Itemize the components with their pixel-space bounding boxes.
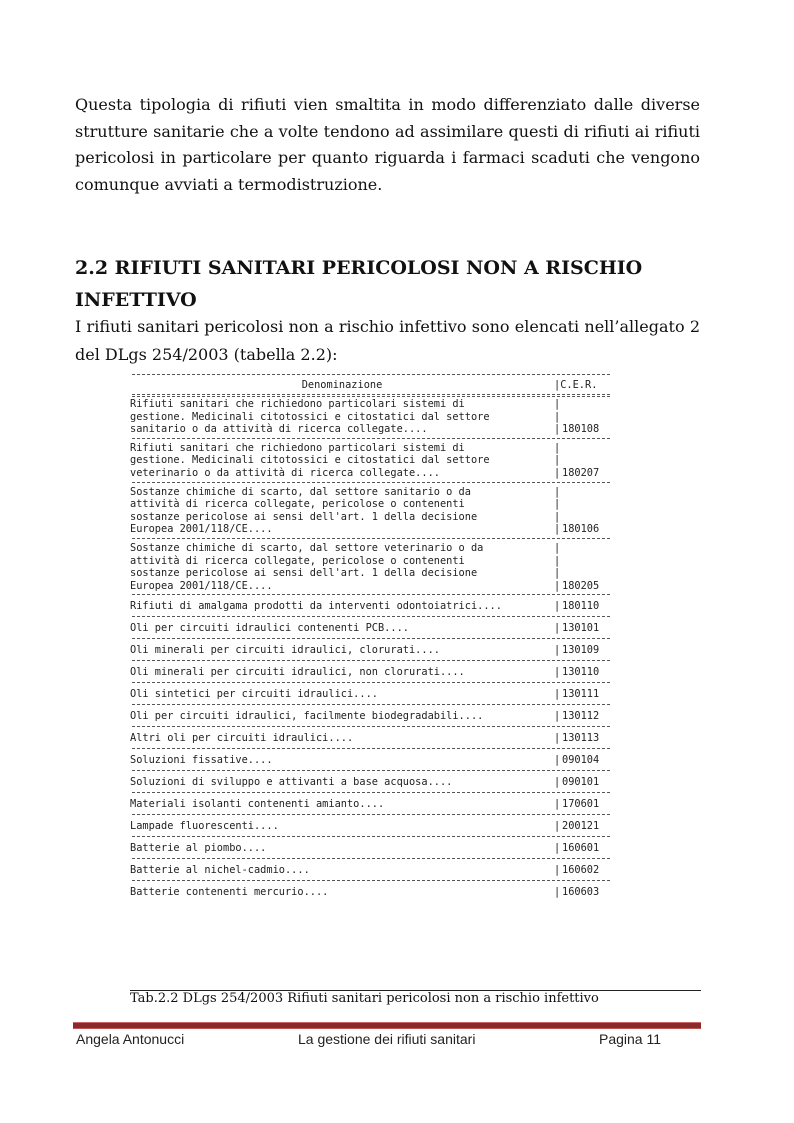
header-cer: C.E.R. (560, 378, 598, 391)
table-row: Rifiuti sanitari che richiedono particolari sistemi di | gestione. Medicinali citotossici e citostatici dal settore | veterinario o da attività di ricerca collegate.... | 180207 (130, 441, 600, 479)
row-description: Europea 2001/118/CE.... (130, 579, 273, 592)
table-body (130, 398, 610, 900)
row-description: Batterie al piombo.... (130, 842, 267, 855)
table-caption: Tab.2.2 DLgs 254/2003 Rifiuti sanitari pericolosi non a rischio infettivo (130, 991, 599, 1006)
row-separator (130, 680, 610, 686)
table-row: Sostanze chimiche di scarto, dal settore sanitario o da | attività di ricerca collegate, pericolose o contenenti | sostanze pericolose ai sensi dell'art. 1 della decisione | Europea 2001/118/CE.... | 180106 (130, 485, 600, 536)
table-top-rule (130, 372, 610, 378)
row-description: attività di ricerca collegate, pericolose o contenenti (130, 498, 465, 511)
row-separator (130, 768, 610, 774)
row-separator (130, 436, 610, 442)
section-heading-line1: 2.2 RIFIUTI SANITARI PERICOLOSI NON A RISCHIO (75, 257, 643, 279)
row-cer-code: 160603 (562, 886, 600, 899)
row-description: Soluzioni fissative.... (130, 754, 273, 767)
row-description: sostanze pericolose ai sensi dell'art. 1 della decisione (130, 567, 478, 580)
intro-paragraph: I rifiuti sanitari pericolosi non a rischio infettivo sono elencati nell’allegato 2 del DLgs 254/2003 (tabella 2.2): (75, 317, 700, 364)
table-row: Rifiuti di amalgama prodotti da interventi odontoiatrici.... | 180110 (130, 600, 600, 613)
row-description: Oli minerali per circuiti idraulici, clorurati.... (130, 644, 440, 657)
row-description: Oli sintetici per circuiti idraulici.... (130, 688, 378, 701)
row-description: Europea 2001/118/CE.... (130, 523, 273, 536)
row-description: Lampade fluorescenti.... (130, 820, 279, 833)
table-row: Oli minerali per circuiti idraulici, clorurati.... | 130109 (130, 644, 600, 657)
row-cer-code: 180106 (562, 523, 600, 536)
row-cer-code: 090101 (562, 776, 600, 789)
table-row: Oli per circuiti idraulici, facilmente biodegradabili.... | 130112 (130, 710, 600, 723)
row-separator (130, 746, 610, 752)
footer-divider (73, 1022, 701, 1028)
row-cer-code: 160601 (562, 842, 600, 855)
table-header: Denominazione | C.E.R. (130, 378, 610, 392)
table-row: Batterie contenenti mercurio.... | 160603 (130, 886, 600, 899)
body-paragraph: Questa tipologia di rifiuti vien smaltita in modo differenziato dalle diverse strutture sanitarie che a volte tendono ad assimilare questi di rifiuti ai rifiuti pericolosi in particolare per quanto riguarda i farmaci scaduti che vengono comunque avviati a termodistruzione. (75, 95, 700, 195)
row-description: Oli minerali per circuiti idraulici, non clorurati.... (130, 666, 465, 679)
row-separator (130, 592, 610, 598)
row-description: Batterie al nichel-cadmio.... (130, 864, 310, 877)
row-description: gestione. Medicinali citotossici e citostatici dal settore (130, 454, 490, 467)
row-description: Batterie contenenti mercurio.... (130, 886, 329, 899)
row-description: Sostanze chimiche di scarto, dal settore veterinario o da (130, 541, 484, 554)
row-separator (130, 724, 610, 730)
row-cer-code: 180110 (562, 600, 600, 613)
table-row: Oli sintetici per circuiti idraulici.... | 130111 (130, 688, 600, 701)
row-cer-code: 170601 (562, 798, 600, 811)
row-cer-code: 130101 (562, 622, 600, 635)
row-description: attività di ricerca collegate, pericolose o contenenti (130, 554, 465, 567)
row-separator (130, 658, 610, 664)
table-row: Oli per circuiti idraulici contenenti PCB.... | 130101 (130, 622, 600, 635)
table-header-rule (130, 392, 610, 398)
row-description: Materiali isolanti contenenti amianto.... (130, 798, 385, 811)
row-separator (130, 856, 610, 862)
footer-author: Angela Antonucci (76, 1031, 185, 1047)
row-cer-code: 180207 (562, 466, 600, 479)
row-description: sostanze pericolose ai sensi dell'art. 1 della decisione (130, 510, 478, 523)
table-row: Oli minerali per circuiti idraulici, non clorurati.... | 130110 (130, 666, 600, 679)
row-cer-code: 160602 (562, 864, 600, 877)
row-separator (130, 536, 610, 542)
table-row: Soluzioni di sviluppo e attivanti a base acquosa.... | 090101 (130, 776, 600, 789)
row-separator (130, 834, 610, 840)
row-description: Rifiuti sanitari che richiedono particolari sistemi di (130, 441, 465, 454)
header-denominazione: Denominazione (301, 378, 383, 391)
row-description: sanitario o da attività di ricerca collegate.... (130, 423, 428, 436)
table-row: Soluzioni fissative.... | 090104 (130, 754, 600, 767)
row-separator (130, 790, 610, 796)
row-separator (130, 702, 610, 708)
table-row: Lampade fluorescenti.... | 200121 (130, 820, 600, 833)
cer-table (130, 372, 610, 900)
row-separator (130, 636, 610, 642)
row-description: Soluzioni di sviluppo e attivanti a base acquosa.... (130, 776, 453, 789)
row-description: Sostanze chimiche di scarto, dal settore sanitario o da (130, 485, 471, 498)
footer-page: Pagina 11 (599, 1031, 662, 1047)
row-separator (130, 878, 610, 884)
table-row: Materiali isolanti contenenti amianto.... | 170601 (130, 798, 600, 811)
section-heading-line2: INFETTIVO (75, 289, 197, 311)
row-cer-code: 180108 (562, 423, 600, 436)
section-heading (75, 252, 700, 316)
row-description: Rifiuti sanitari che richiedono particolari sistemi di (130, 398, 465, 410)
table-row: Rifiuti sanitari che richiedono particolari sistemi di | gestione. Medicinali citotossici e citostatici dal settore | sanitario o da attività di ricerca collegate.... | 180108 (130, 398, 600, 436)
row-description: Oli per circuiti idraulici contenenti PCB.... (130, 622, 409, 635)
table-row: Sostanze chimiche di scarto, dal settore veterinario o da | attività di ricerca collegate, pericolose o contenenti | sostanze pericolose ai sensi dell'art. 1 della decisione | Europea 2001/118/CE.... | 180205 (130, 541, 600, 592)
row-cer-code: 180205 (562, 579, 600, 592)
row-cer-code: 130113 (562, 732, 600, 745)
row-cer-code: 130111 (562, 688, 600, 701)
row-description: gestione. Medicinali citotossici e citostatici dal settore (130, 410, 490, 423)
table-row: Batterie al nichel-cadmio.... | 160602 (130, 864, 600, 877)
row-cer-code: 200121 (562, 820, 600, 833)
table-row: Batterie al piombo.... | 160601 (130, 842, 600, 855)
row-description: veterinario o da attività di ricerca collegate.... (130, 466, 440, 479)
table-row: Altri oli per circuiti idraulici.... | 130113 (130, 732, 600, 745)
row-cer-code: 090104 (562, 754, 600, 767)
row-cer-code: 130112 (562, 710, 600, 723)
row-separator (130, 480, 610, 486)
row-description: Altri oli per circuiti idraulici.... (130, 732, 354, 745)
row-description: Oli per circuiti idraulici, facilmente biodegradabili.... (130, 710, 484, 723)
footer-title: La gestione dei rifiuti sanitari (298, 1031, 476, 1047)
row-separator (130, 812, 610, 818)
row-cer-code: 130109 (562, 644, 600, 657)
row-description: Rifiuti di amalgama prodotti da interventi odontoiatrici.... (130, 600, 502, 613)
row-cer-code: 130110 (562, 666, 600, 679)
row-separator (130, 614, 610, 620)
